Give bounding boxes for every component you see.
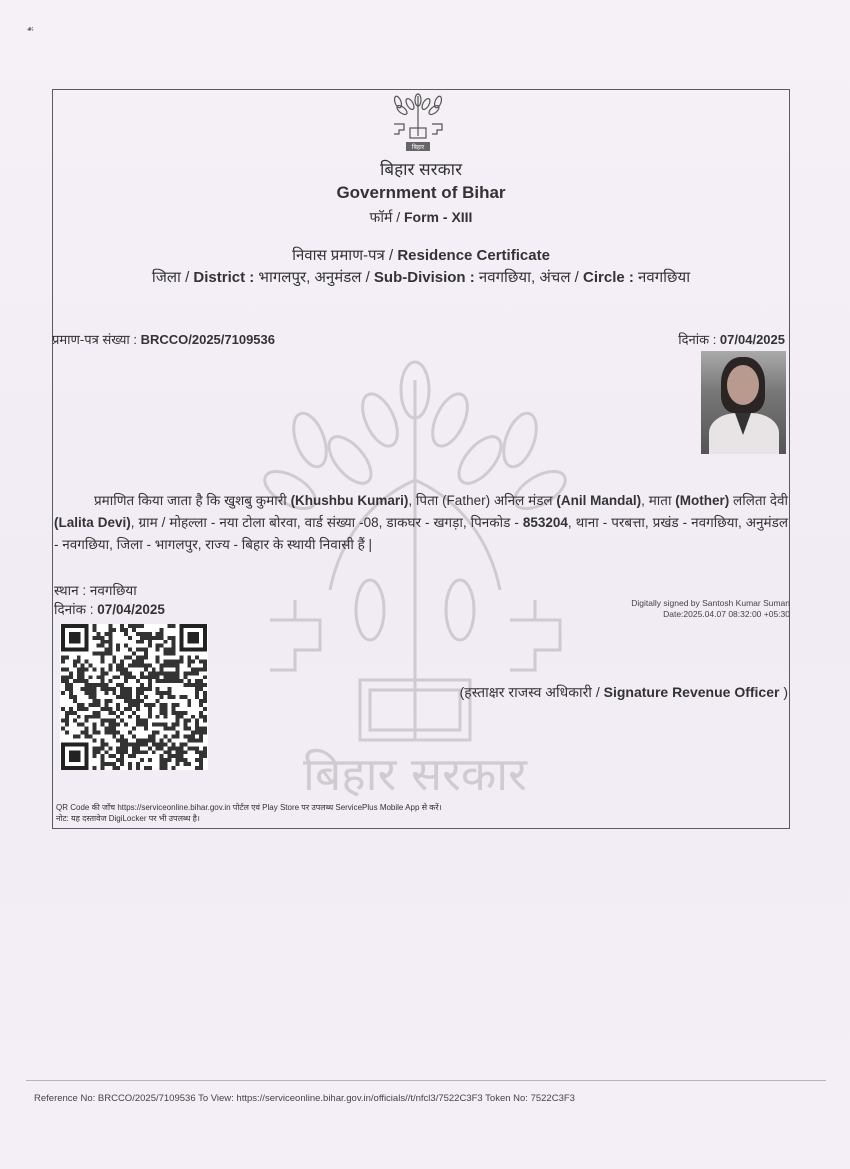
watermark-text: बिहार सरकार: [303, 747, 527, 800]
signature-label-close: ): [779, 684, 788, 700]
applicant-photo: [701, 351, 786, 454]
body-text-7: , थाना - परबत्ता, प्रखंड - नवगछिया, अनुमंडल - नवगछिया, जिला - भागलपुर, राज्य - बिहार के स्थायी निवासी हैं |: [54, 515, 788, 552]
mother-name-english: (Lalita Devi): [54, 515, 131, 530]
signature-label: [460, 683, 788, 702]
subdivision-label: Sub-Division :: [373, 269, 479, 286]
qr-note-line-1: QR Code की जाँच https://serviceonline.bihar.gov.in पोर्टल एवं Play Store पर उपलब्ध ServicePlus Mobile App से करें।: [56, 803, 442, 812]
certificate-body: [54, 490, 788, 556]
corner-mark: ☙: [26, 24, 35, 34]
signature-label-hindi: (हस्ताक्षर राजस्व अधिकारी /: [459, 684, 604, 700]
qr-code: [60, 624, 208, 770]
place-value: नवगछिया: [89, 583, 137, 598]
cert-date-value: 07/04/2025: [719, 332, 785, 347]
cert-number-value: BRCCO/2025/7109536: [140, 332, 275, 347]
issue-date-label: दिनांक :: [54, 602, 98, 617]
digital-signature: [631, 598, 790, 620]
digital-signature-signer: Digitally signed by Santosh Kumar Suman: [631, 598, 790, 608]
bihar-emblem-logo: [388, 92, 448, 154]
circle-label: Circle :: [583, 269, 639, 286]
english-title: Government of Bihar: [336, 183, 506, 202]
body-text-4: , माता: [641, 493, 676, 508]
circle-value: नवगछिया: [638, 269, 691, 286]
pincode: 853204: [522, 515, 568, 530]
cert-number-label: प्रमाण-पत्र संख्या :: [52, 332, 141, 347]
body-text-2: , पिता: [408, 493, 443, 508]
place: [54, 581, 137, 599]
bihar-emblem-watermark: [250, 360, 580, 800]
body-text-3: अनिल मंडल: [490, 493, 557, 508]
father-label: (Father): [442, 493, 491, 508]
form-prefix: फॉर्म /: [369, 209, 404, 225]
cert-type-english: Residence Certificate: [397, 247, 550, 264]
cert-date-label: दिनांक :: [678, 332, 720, 347]
issue-date: [54, 600, 165, 618]
qr-note-line-2: नोट: यह दस्तावेज DigiLocker पर भी उपलब्ध है।: [56, 814, 200, 823]
district-line: [52, 267, 790, 287]
subdivision-value: नवगछिया, अंचल /: [478, 269, 584, 286]
certificate-number: [52, 330, 275, 348]
district-value: भागलपुर, अनुमंडल /: [258, 269, 374, 286]
qr-verification-note: [56, 802, 442, 824]
district-label: District :: [193, 269, 259, 286]
cert-type-hindi: निवास प्रमाण-पत्र /: [292, 247, 398, 264]
form-label: Form - XIII: [404, 209, 473, 225]
emblem-text: बिहार: [411, 144, 425, 151]
digital-signature-date: Date:2025.04.07 08:32:00 +05:30: [663, 609, 790, 619]
certificate-type: [52, 245, 790, 265]
footer-reference: Reference No: BRCCO/2025/7109536 To View: https://serviceonline.bihar.gov.in/officials//t/nfcl3/7522C3F3 Token No: 7522C3F3: [34, 1093, 575, 1104]
signature-label-english: Signature Revenue Officer: [603, 684, 780, 700]
body-text-5: ललिता देवी: [729, 493, 789, 508]
mother-label: (Mother): [675, 493, 730, 508]
applicant-name-english: (Khushbu Kumari): [290, 493, 409, 508]
certificate-date: [678, 330, 785, 348]
father-name-english: (Anil Mandal): [556, 493, 642, 508]
body-text-1: प्रमाणित किया जाता है कि खुशबु कुमारी: [94, 493, 291, 508]
form-number: [52, 208, 790, 227]
hindi-title: बिहार सरकार: [379, 160, 463, 179]
body-text-6: , ग्राम / मोहल्ला - नया टोला बोरवा, वार्ड संख्या -08, डाकघर - खगड़ा, पिनकोड -: [130, 515, 523, 530]
place-label: स्थान :: [54, 583, 90, 598]
district-prefix: जिला /: [151, 269, 194, 286]
footer-divider: [26, 1080, 826, 1081]
issue-date-value: 07/04/2025: [97, 602, 165, 617]
